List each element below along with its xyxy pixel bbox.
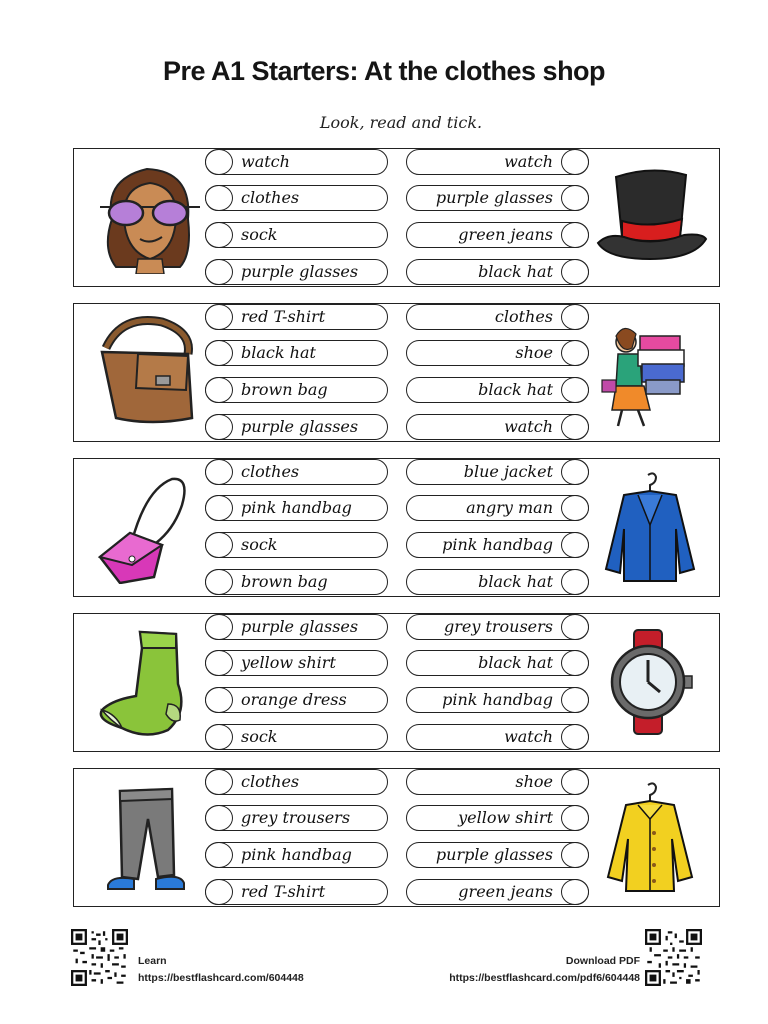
qr-code-icon[interactable] <box>71 929 128 986</box>
exercise-panel <box>73 613 720 752</box>
pink-handbag-icon <box>92 469 207 584</box>
answer-option[interactable]: clothes <box>205 459 388 485</box>
tick-circle[interactable] <box>561 259 589 285</box>
tick-circle[interactable] <box>205 769 233 795</box>
page-title: Pre A1 Starters: At the clothes shop <box>162 56 606 86</box>
answer-option[interactable]: black hat <box>406 650 589 676</box>
answer-option[interactable]: yellow shirt <box>205 650 388 676</box>
answer-option[interactable]: pink handbag <box>205 495 388 521</box>
answer-option[interactable]: purple glasses <box>406 842 589 868</box>
answer-option[interactable]: watch <box>205 149 388 175</box>
exercise-panel <box>73 303 720 442</box>
answer-option[interactable]: shoe <box>406 769 589 795</box>
answer-option[interactable]: red T-shirt <box>205 879 388 905</box>
tick-circle[interactable] <box>561 495 589 521</box>
answer-option[interactable]: green jeans <box>406 222 589 248</box>
woman-carrying-clothes-icon <box>594 314 709 429</box>
tick-circle[interactable] <box>561 879 589 905</box>
exercise-panel <box>73 148 720 287</box>
tick-circle[interactable] <box>205 185 233 211</box>
answer-option[interactable]: green jeans <box>406 879 589 905</box>
tick-circle[interactable] <box>561 459 589 485</box>
answer-option[interactable]: red T-shirt <box>205 304 388 330</box>
tick-circle[interactable] <box>561 569 589 595</box>
answer-option[interactable]: shoe <box>406 340 589 366</box>
tick-circle[interactable] <box>205 687 233 713</box>
qr-code-icon[interactable] <box>645 929 702 986</box>
tick-circle[interactable] <box>205 340 233 366</box>
woman-with-purple-glasses-icon <box>92 159 207 274</box>
answer-option[interactable]: watch <box>406 414 589 440</box>
tick-circle[interactable] <box>205 377 233 403</box>
black-top-hat-icon <box>594 159 709 274</box>
brown-bag-icon <box>92 314 207 429</box>
tick-circle[interactable] <box>561 185 589 211</box>
answer-option[interactable]: purple glasses <box>205 414 388 440</box>
tick-circle[interactable] <box>205 495 233 521</box>
answer-option[interactable]: clothes <box>205 769 388 795</box>
instruction: Look, read and tick. <box>319 113 483 132</box>
learn-label: Learn <box>138 955 167 967</box>
answer-option[interactable]: black hat <box>406 377 589 403</box>
tick-circle[interactable] <box>561 687 589 713</box>
tick-circle[interactable] <box>561 805 589 831</box>
answer-option[interactable]: black hat <box>406 259 589 285</box>
answer-option[interactable]: blue jacket <box>406 459 589 485</box>
answer-option[interactable]: purple glasses <box>205 259 388 285</box>
tick-circle[interactable] <box>561 769 589 795</box>
tick-circle[interactable] <box>205 569 233 595</box>
answer-option[interactable]: black hat <box>406 569 589 595</box>
tick-circle[interactable] <box>561 532 589 558</box>
answer-option[interactable]: brown bag <box>205 569 388 595</box>
answer-option[interactable]: clothes <box>205 185 388 211</box>
red-watch-icon <box>594 624 709 739</box>
answer-option[interactable]: sock <box>205 222 388 248</box>
answer-option[interactable]: pink handbag <box>205 842 388 868</box>
download-url[interactable]: https://bestflashcard.com/pdf6/604448 <box>449 972 640 984</box>
tick-circle[interactable] <box>205 614 233 640</box>
exercise-panel <box>73 458 720 597</box>
tick-circle[interactable] <box>205 724 233 750</box>
answer-option[interactable]: watch <box>406 724 589 750</box>
tick-circle[interactable] <box>205 532 233 558</box>
answer-option[interactable]: brown bag <box>205 377 388 403</box>
tick-circle[interactable] <box>205 879 233 905</box>
learn-url[interactable]: https://bestflashcard.com/604448 <box>138 972 304 984</box>
tick-circle[interactable] <box>205 222 233 248</box>
tick-circle[interactable] <box>205 842 233 868</box>
grey-trousers-icon <box>92 779 207 894</box>
tick-circle[interactable] <box>561 377 589 403</box>
answer-option[interactable]: angry man <box>406 495 589 521</box>
tick-circle[interactable] <box>561 149 589 175</box>
tick-circle[interactable] <box>205 304 233 330</box>
answer-option[interactable]: purple glasses <box>406 185 589 211</box>
tick-circle[interactable] <box>561 650 589 676</box>
answer-option[interactable]: black hat <box>205 340 388 366</box>
tick-circle[interactable] <box>561 414 589 440</box>
tick-circle[interactable] <box>561 724 589 750</box>
tick-circle[interactable] <box>205 459 233 485</box>
tick-circle[interactable] <box>205 650 233 676</box>
answer-option[interactable]: grey trousers <box>205 805 388 831</box>
download-label: Download PDF <box>565 955 640 967</box>
answer-option[interactable]: sock <box>205 724 388 750</box>
answer-option[interactable]: pink handbag <box>406 532 589 558</box>
tick-circle[interactable] <box>561 842 589 868</box>
tick-circle[interactable] <box>205 149 233 175</box>
tick-circle[interactable] <box>205 259 233 285</box>
tick-circle[interactable] <box>205 805 233 831</box>
answer-option[interactable]: clothes <box>406 304 589 330</box>
tick-circle[interactable] <box>561 222 589 248</box>
answer-option[interactable]: yellow shirt <box>406 805 589 831</box>
green-sock-icon <box>92 624 207 739</box>
tick-circle[interactable] <box>205 414 233 440</box>
tick-circle[interactable] <box>561 340 589 366</box>
answer-option[interactable]: purple glasses <box>205 614 388 640</box>
tick-circle[interactable] <box>561 304 589 330</box>
answer-option[interactable]: grey trousers <box>406 614 589 640</box>
exercise-panel <box>73 768 720 907</box>
answer-option[interactable]: pink handbag <box>406 687 589 713</box>
answer-option[interactable]: sock <box>205 532 388 558</box>
answer-option[interactable]: watch <box>406 149 589 175</box>
answer-option[interactable]: orange dress <box>205 687 388 713</box>
yellow-shirt-icon <box>594 779 709 894</box>
blue-jacket-icon <box>594 469 709 584</box>
download-link-block[interactable] <box>449 953 640 987</box>
tick-circle[interactable] <box>561 614 589 640</box>
learn-link-block[interactable] <box>138 953 304 987</box>
